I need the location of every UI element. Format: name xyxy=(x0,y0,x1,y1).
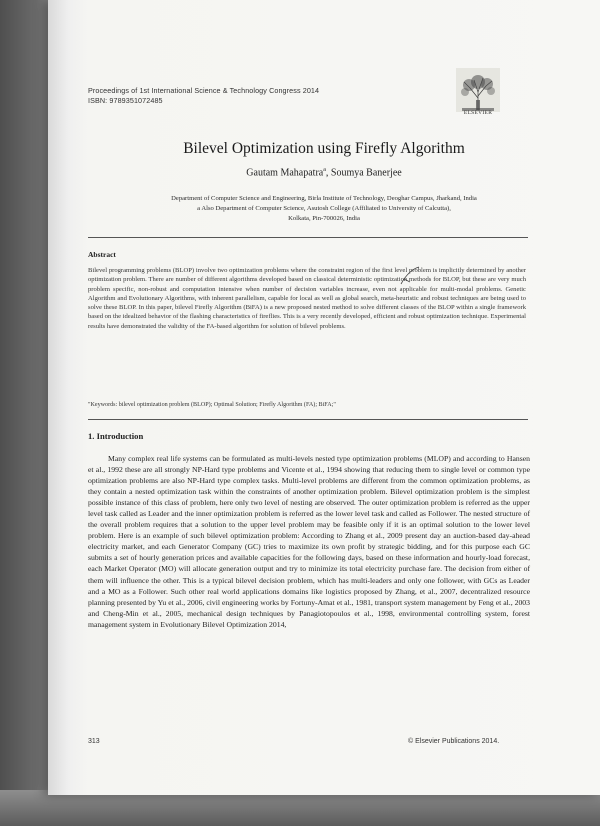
abstract-top-rule xyxy=(88,237,528,238)
scan-shadow-bottom xyxy=(0,790,600,826)
paper-page xyxy=(48,0,600,795)
introduction-body xyxy=(88,453,530,630)
affiliation-line-3: Kolkata, Pin-700026, India xyxy=(288,215,360,222)
copyright-notice: © Elsevier Publications 2014. xyxy=(408,738,500,745)
author-separator: , xyxy=(325,167,331,179)
author-1-mark: a xyxy=(323,167,326,173)
author-line xyxy=(48,167,600,178)
abstract-bottom-rule xyxy=(88,419,528,420)
proceedings-line: Proceedings of 1st International Science & Technology Congress 2014 xyxy=(88,86,320,95)
isbn-line: ISBN: 9789351072485 xyxy=(88,96,163,105)
abstract-heading: Abstract xyxy=(88,250,116,259)
pen-mark-icon xyxy=(398,265,422,287)
elsevier-logo-text: ELSEVIER xyxy=(463,110,493,116)
page-number: 313 xyxy=(88,738,100,745)
affiliation-line-1: Department of Computer Science and Engineering, Birla Institute of Technology, Deoghar Campus, Jharkand, India xyxy=(171,195,477,202)
author-1: Gautam Mahapatra xyxy=(246,167,324,179)
abstract-body: Bilevel programming problems (BLOP) involve two optimization problems where the constraint region of the first level problem is implicitly determined by another optimization problem. There are number of different algorithms developed based on classical deterministic optimization methods for BLOP, but these are very much problem specific, non-robust and computation intensive when number of decision variables increase, even not applicable for multi-modal problems. Genetic Algorithm and Evolutionary Algorithms, with inherent parallelism, capable for local as well as global search, meta-heuristic and robust techniques are being used to solve these BLOP. In this paper, bilevel Firefly Algorithm (BiFA) is a new proposed nested method to solve different classes of the BLOP within a single framework based on the idealized behavior of the flashing characteristics of fireflies. This is a very recently developed, efficient and robust optimization technique. Experimental results have demonstrated the validity of the FA-based algorithm for solution of bilevel problems. xyxy=(88,267,526,330)
author-2: Soumya Banerjee xyxy=(330,167,402,179)
keywords-line: "Keywords: bilevel optimization problem (BLOP); Optimal Solution; Firefly Algorithm (FA); BiFA;" xyxy=(88,402,336,408)
introduction-paragraph: Many complex real life systems can be formulated as multi-levels nested type optimization problems (MLOP) and according to Hansen et al., 1992 these are all strongly NP-Hard type problems and Vicente et al., 1994 showing that reducing them to single level or common type optimization problems are also NP-Hard type complex tasks. Multi-level problems are different from the common optimization problems, as they contain a nested optimization task within the constraints of another optimization problem. Bilevel optimization problem is the simplest possible instance of this class of problem, here only two level of nesting are observed. The outer optimization problem is referred as the upper level task called as Leader and the inner optimization problem is referred as the lower level task and called as Follower. The nested structure of the overall problem requires that a solution to the upper level problem may be feasible only if it is an optimal solution to the lower level problem. Here is an example of such bilevel optimization problem: According to Zhang et al., 2009 present day an auction-based day-ahead electricity market, and each Generator Company (GC) tries to maximize its own profit by strategic bidding, and for this purpose each GC submits a set of hourly generation prices and available capacities for the following days, based on these information and hourly-load forecast, each Market Operator (MO) will allocate generation output and try to minimize its total electricity purchase fare. The decision from either of them will influence the other. This is a typical bilevel decision problem, which has multi-leaders and only one follower, with GCs as Leader and a MO as a Follower. Such other real world applications domains like logistics proposed by Zhang, et al., 2007, decentralized resource planning presented by Yu et al., 2006, civil engineering works by Fortuny-Amat et al., 1981, transport system management by Feng et al., 2003 and Cheng-Min et al., 2005, mechanical design techniques by Panagiotopoulos et al., 1998, environmental controlling system, forest management system in Evolutionary Bilevel Optimization 2014, xyxy=(88,454,530,629)
introduction-heading: 1. Introduction xyxy=(88,431,144,441)
affiliation-line-2: a Also Department of Computer Science, Asutosh College (Affiliated to University of Calcutta), xyxy=(197,205,451,212)
paper-title: Bilevel Optimization using Firefly Algorithm xyxy=(183,140,465,157)
